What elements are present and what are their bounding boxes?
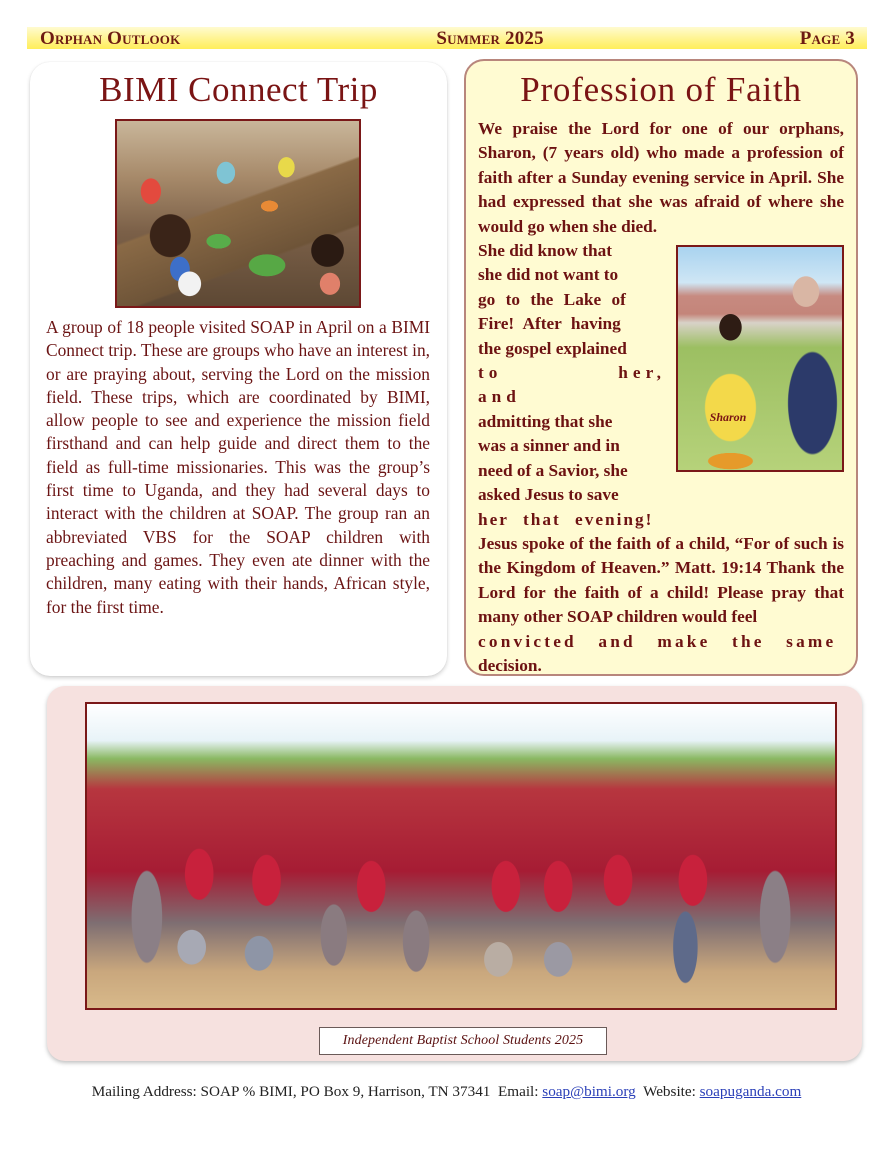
photo-caption: Independent Baptist School Students 2025 <box>319 1027 607 1055</box>
wrap-line: need of a Savior, she <box>478 460 628 480</box>
group-photo-frame <box>47 686 862 1061</box>
meal-photo <box>115 119 361 308</box>
wrap-line: the gospel explained <box>478 338 627 358</box>
wrap-line: admitting that she <box>478 411 613 431</box>
running-header <box>27 27 867 49</box>
website-label: Website: <box>643 1083 696 1100</box>
article-bimi-connect-trip <box>30 62 447 676</box>
wrap-line: She did know that <box>478 241 612 261</box>
sharon-photo <box>676 245 844 472</box>
students-photo <box>85 702 837 1010</box>
website-link[interactable]: soapuganda.com <box>699 1083 802 1100</box>
publication-name: Orphan Outlook <box>40 27 181 49</box>
article-closing: Jesus spoke of the faith of a child, “For of such is the Kingdom of Heaven.” Matt. 19:14 Thank the Lord for the faith of a child! Please pray that many other SOAP children would feel <box>478 533 844 627</box>
wrap-line: to her, and <box>478 363 666 407</box>
article-profession-of-faith <box>464 59 858 676</box>
article-intro: We praise the Lord for one of our orphans, Sharon, (7 years old) who made a profession of faith after a Sunday evening service in April. She had expressed that she was afraid of where she would go when she died. <box>478 119 844 236</box>
wrap-line: asked Jesus to save <box>478 485 619 505</box>
wrap-line: she did not want to <box>478 265 619 285</box>
article-body <box>478 117 844 678</box>
contact-footer <box>0 1083 893 1101</box>
mailing-address: Mailing Address: SOAP % BIMI, PO Box 9, Harrison, TN 37341 <box>91 1083 491 1100</box>
article-closing-spaced: convicted and make the same <box>478 631 837 651</box>
article-closing-end: decision. <box>478 655 542 675</box>
issue-name: Summer 2025 <box>436 27 544 49</box>
wrap-line: go to the Lake of <box>478 289 626 309</box>
email-label: Email: <box>498 1083 539 1100</box>
article-title: Profession of Faith <box>520 70 802 109</box>
article-body: A group of 18 people visited SOAP in April on a BIMI Connect trip. These are groups who have an interest in, or are praying about, serving the Lord on the mission field. These trips, which are coordinated by BIMI, allow people to see and experience the mission field firsthand and can help guide and direct them to the field as full-time missionaries. This was the group’s first time to Uganda, and they had several days to interact with the children at SOAP. The group ran an abbreviated VBS for the SOAP children with preaching and games. They even ate dinner with the children, many eating with their hands, African style, for the first time. <box>46 317 430 617</box>
wrap-line: her that evening! <box>478 509 654 529</box>
wrap-line: Fire! After having <box>478 314 621 334</box>
page-number: Page 3 <box>799 27 855 49</box>
wrap-line: was a sinner and in <box>478 436 620 456</box>
wrapped-paragraph <box>478 239 844 532</box>
article-title: BIMI Connect Trip <box>99 70 378 109</box>
photo-label: Sharon <box>709 410 747 425</box>
email-link[interactable]: soap@bimi.org <box>542 1083 636 1100</box>
